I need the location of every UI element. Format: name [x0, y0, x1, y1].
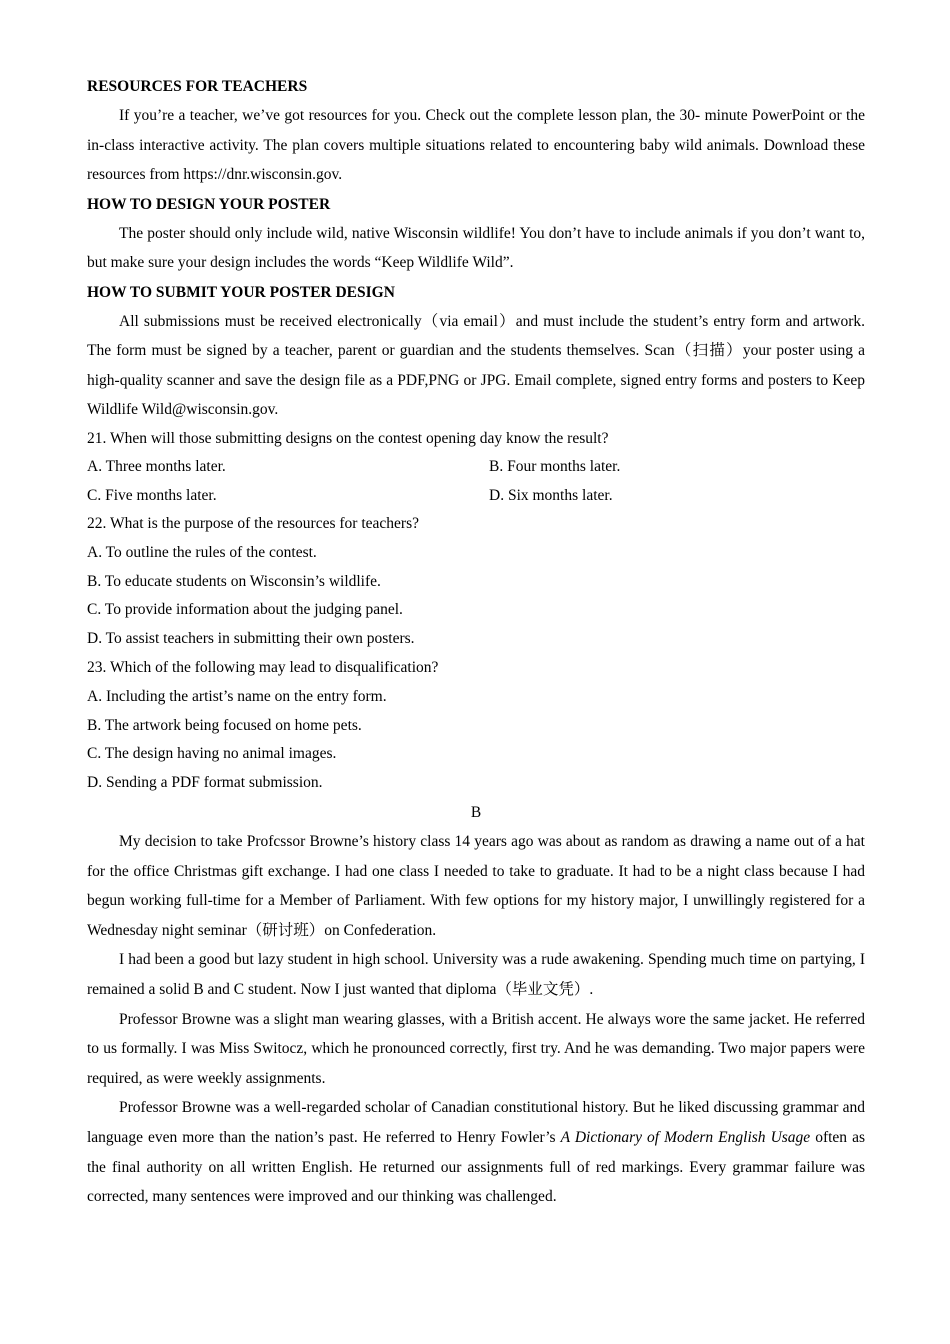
question-21-options-row-1 [87, 453, 865, 481]
question-23-option-c: C. The design having no animal images. [87, 745, 337, 763]
resources-paragraph: If you’re a teacher, we’ve got resources for you. Check out the complete lesson plan, the 30- minute PowerPoint or the in-class interactive activity. The plan covers multiple situations related to encountering baby wild animals. Download these resources from https://dnr.wisconsin.gov. [87, 107, 865, 183]
section-b-label: B [470, 804, 482, 822]
section-b-paragraph-1: My decision to take Profcssor Browne’s history class 14 years ago was about as random as drawing a name out of a hat for the office Christmas gift exchange. I had one class I needed to take to graduate. It had to be a night class because I had begun working full-time for a Member of Parliament. With few options for my history major, I unwillingly registered for a Wednesday night seminar（研讨班）on Confederation. [87, 833, 865, 939]
question-23-stem: 23. Which of the following may lead to disqualification? [87, 659, 439, 677]
question-22-option-c: C. To provide information about the judging panel. [87, 601, 403, 619]
question-21-option-a: A. Three months later. [87, 458, 226, 476]
book-title: A Dictionary of Modern English Usage [560, 1128, 811, 1146]
question-22-option-d: D. To assist teachers in submitting their own posters. [87, 630, 415, 648]
design-heading: HOW TO DESIGN YOUR POSTER [87, 195, 331, 213]
resources-heading: RESOURCES FOR TEACHERS [87, 78, 308, 95]
section-b-paragraph-4 [87, 1093, 865, 1211]
question-21-option-c: C. Five months later. [87, 486, 217, 504]
design-paragraph: The poster should only include wild, native Wisconsin wildlife! You don’t have to include animals if you don’t want to, but make sure your design includes the words “Keep Wildlife Wild”. [87, 224, 865, 271]
question-21-option-b: B. Four months later. [489, 458, 621, 476]
document-page [87, 72, 865, 1212]
question-22-option-b: B. To educate students on Wisconsin’s wildlife. [87, 572, 381, 590]
submit-heading: HOW TO SUBMIT YOUR POSTER DESIGN [87, 283, 395, 301]
paragraph-4-text-end: often as the final authority on all written English. He returned our assignments full of red markings. Every grammar failure was corrected, many sentences were improved and our thinking was challenged. [87, 1128, 865, 1206]
question-22-stem: 22. What is the purpose of the resources for teachers? [87, 515, 419, 533]
question-23-option-b: B. The artwork being focused on home pets. [87, 716, 362, 734]
section-b-paragraph-2: I had been a good but lazy student in high school. University was a rude awakening. Spending much time on partying, I remained a solid B and C student. Now I just wanted that diploma（毕业文凭）. [87, 951, 865, 999]
question-21-options-row-2 [87, 482, 865, 510]
question-21-stem: 21. When will those submitting designs on the contest opening day know the result? [87, 429, 609, 447]
section-b-paragraph-3: Professor Browne was a slight man wearing glasses, with a British accent. He always wore the same jacket. He referred to us formally. I was Miss Switocz, which he pronounced correctly, first try. And he was demanding. Two major papers were required, as were weekly assignments. [87, 1010, 865, 1087]
question-23-option-a: A. Including the artist’s name on the entry form. [87, 687, 387, 705]
paragraph-4-text-start: Professor Browne was a well-regarded scholar of Canadian constitutional history. But he liked discussing grammar and language even more than the nation’s past. He referred to Henry Fowler’s [87, 1099, 865, 1146]
question-23-option-d: D. Sending a PDF format submission. [87, 774, 323, 792]
submit-paragraph: All submissions must be received electronically（via email）and must include the student’s entry form and artwork. The form must be signed by a teacher, parent or guardian and the students themselves. Scan（扫描）your poster using a high-quality scanner and save the design file as a PDF,PNG or JPG. Email complete, signed entry forms and posters to Keep Wildlife Wild@wisconsin.gov. [87, 312, 865, 418]
question-21-option-d: D. Six months later. [489, 486, 613, 504]
question-22-option-a: A. To outline the rules of the contest. [87, 543, 317, 561]
